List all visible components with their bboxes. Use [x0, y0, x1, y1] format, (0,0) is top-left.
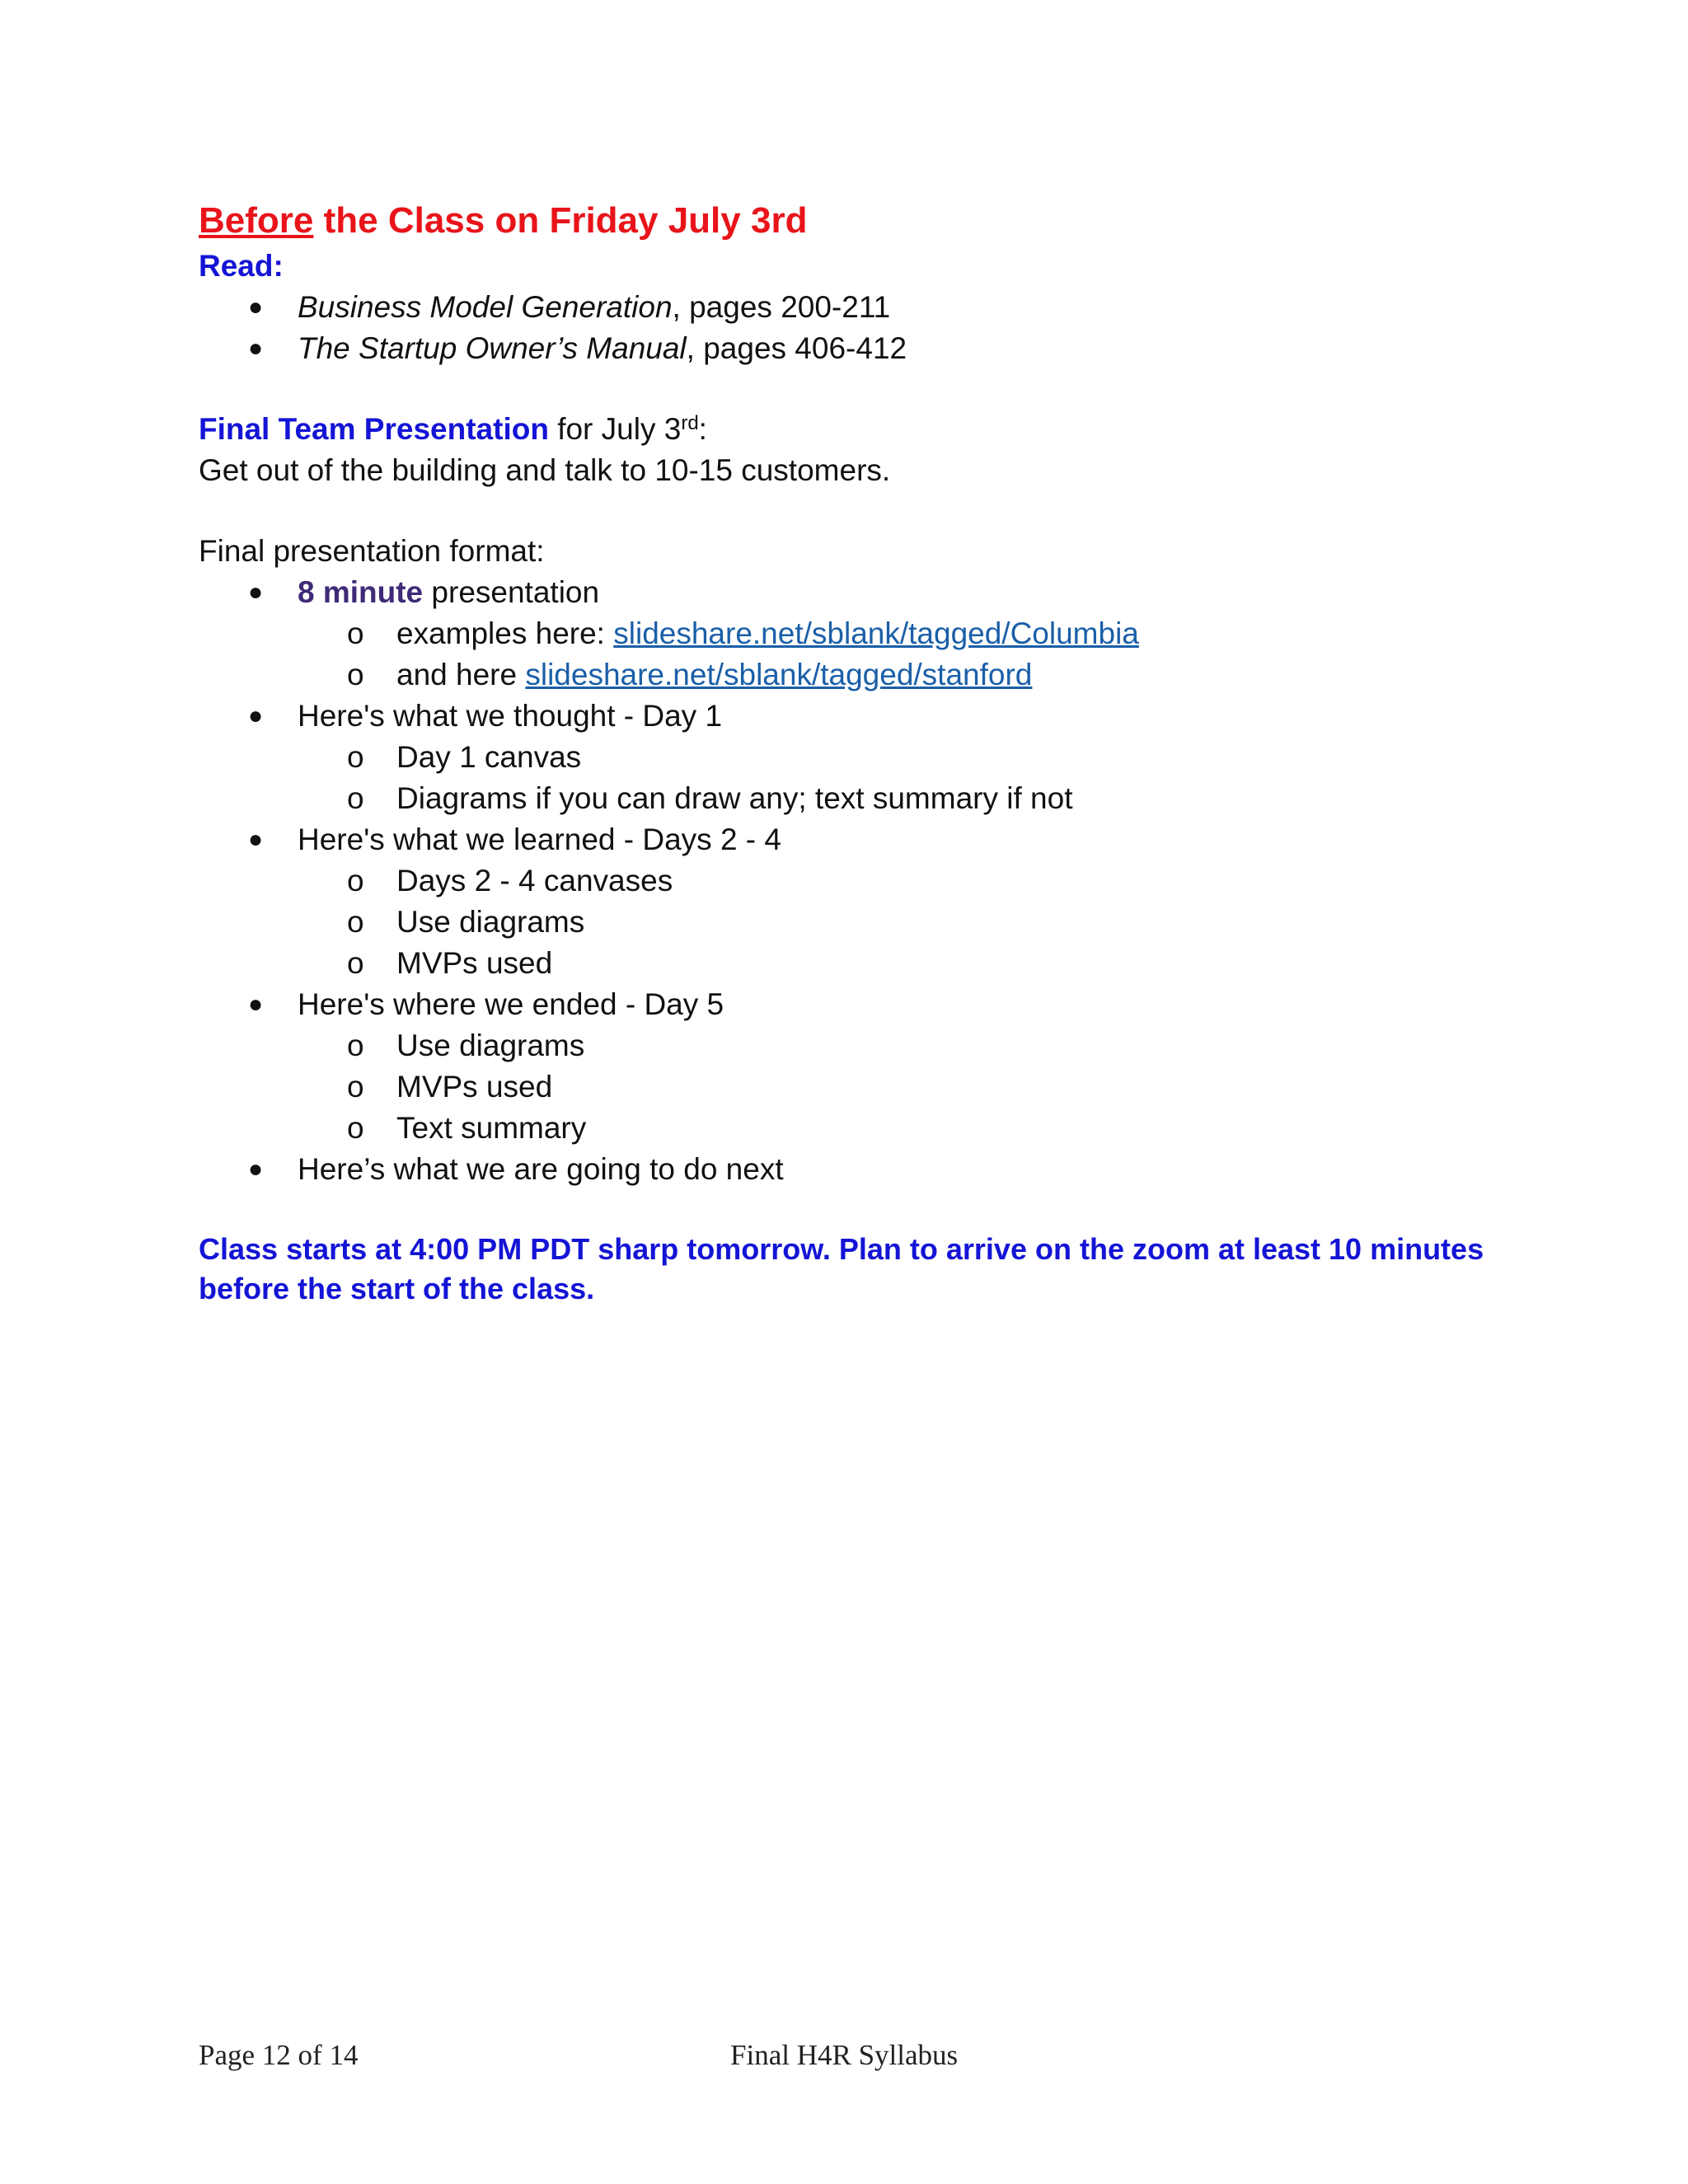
- circle-bullet-icon: o: [347, 1029, 364, 1062]
- heading-rest: the Class on Friday July 3rd: [313, 200, 808, 241]
- columbia-link[interactable]: slideshare.net/sblank/tagged/Columbia: [613, 616, 1139, 650]
- spacer: [199, 491, 1534, 531]
- sub-list-item: [298, 1066, 1534, 1108]
- sub-list-item: [298, 1108, 1534, 1149]
- spacer: [199, 369, 1534, 409]
- bullet-icon: ●: [248, 579, 264, 606]
- format-intro: Final presentation format:: [199, 534, 545, 568]
- circle-bullet-icon: o: [347, 658, 364, 691]
- bullet-icon: ●: [248, 1155, 264, 1183]
- sub-list: [298, 1025, 1534, 1149]
- section-heading: [199, 196, 1534, 246]
- duration-bold: 8 minute: [298, 575, 424, 609]
- bullet-icon: ●: [248, 293, 264, 321]
- item-text: Here’s what we are going to do next: [298, 1152, 784, 1186]
- sub-item-text: Days 2 - 4 canvases: [396, 864, 673, 898]
- book-pages: , pages 200-211: [672, 290, 891, 324]
- final-team-sup: rd: [681, 412, 699, 434]
- list-item: [199, 328, 1534, 369]
- circle-bullet-icon: o: [347, 946, 364, 980]
- bullet-icon: ●: [248, 826, 264, 853]
- page-content: [199, 196, 1534, 1309]
- list-item: [199, 287, 1534, 328]
- bullet-icon: ●: [248, 702, 264, 729]
- circle-bullet-icon: o: [347, 905, 364, 939]
- list-item: [199, 572, 1534, 696]
- circle-bullet-icon: o: [347, 740, 364, 774]
- sub-item-text: and here: [396, 658, 526, 691]
- sub-list-item: [298, 943, 1534, 984]
- sub-list: [298, 737, 1534, 819]
- circle-bullet-icon: o: [347, 781, 364, 815]
- read-label: Read:: [199, 249, 284, 283]
- sub-list: [298, 860, 1534, 984]
- sub-list-item: [298, 613, 1534, 654]
- sub-list-item: [298, 654, 1534, 696]
- final-team-for: for July 3: [548, 412, 682, 446]
- sub-item-text: Text summary: [396, 1111, 587, 1145]
- sub-list: [298, 613, 1534, 696]
- final-team-line: [199, 409, 1534, 450]
- sub-list-item: [298, 778, 1534, 819]
- sub-list-item: [298, 860, 1534, 902]
- bullet-icon: ●: [248, 335, 264, 362]
- heading-underlined-word: Before: [199, 200, 314, 241]
- list-item: [199, 984, 1534, 1149]
- final-team-colon: :: [698, 412, 707, 446]
- final-team-instruction: Get out of the building and talk to 10-15 customers.: [199, 453, 891, 487]
- list-item: [199, 696, 1534, 819]
- document-title: Final H4R Syllabus: [730, 2039, 959, 2071]
- sub-item-text: Day 1 canvas: [396, 740, 582, 774]
- sub-item-text: Use diagrams: [396, 905, 585, 939]
- sub-item-text: MVPs used: [396, 1070, 553, 1104]
- item-text: Here's what we thought - Day 1: [298, 699, 723, 733]
- duration-rest: presentation: [423, 575, 600, 609]
- spacer: [199, 1190, 1534, 1230]
- item-text: Here's what we learned - Days 2 - 4: [298, 823, 781, 856]
- circle-bullet-icon: o: [347, 864, 364, 898]
- sub-item-text: MVPs used: [396, 946, 553, 980]
- sub-list-item: [298, 1025, 1534, 1066]
- final-team-label: Final Team Presentation: [199, 412, 549, 446]
- sub-item-text: examples here:: [396, 616, 614, 650]
- class-start-notice: Class starts at 4:00 PM PDT sharp tomorrow. Plan to arrive on the zoom at least 10 minutes before the start of the class.: [199, 1232, 1484, 1305]
- list-item: [199, 1149, 1534, 1190]
- reading-list: [199, 287, 1534, 369]
- format-list: [199, 572, 1534, 1190]
- circle-bullet-icon: o: [347, 616, 364, 650]
- book-title: The Startup Owner’s Manual: [298, 331, 687, 365]
- sub-list-item: [298, 902, 1534, 943]
- sub-list-item: [298, 737, 1534, 778]
- item-text: Here's where we ended - Day 5: [298, 987, 724, 1021]
- list-item: [199, 819, 1534, 984]
- sub-item-text: Use diagrams: [396, 1029, 585, 1062]
- circle-bullet-icon: o: [347, 1070, 364, 1104]
- sub-item-text: Diagrams if you can draw any; text summary if not: [396, 781, 1073, 815]
- page-number: Page 12 of 14: [199, 2039, 359, 2071]
- book-pages: , pages 406-412: [686, 331, 907, 365]
- book-title: Business Model Generation: [298, 290, 673, 324]
- circle-bullet-icon: o: [347, 1111, 364, 1145]
- bullet-icon: ●: [248, 991, 264, 1018]
- stanford-link[interactable]: slideshare.net/sblank/tagged/stanford: [525, 658, 1033, 691]
